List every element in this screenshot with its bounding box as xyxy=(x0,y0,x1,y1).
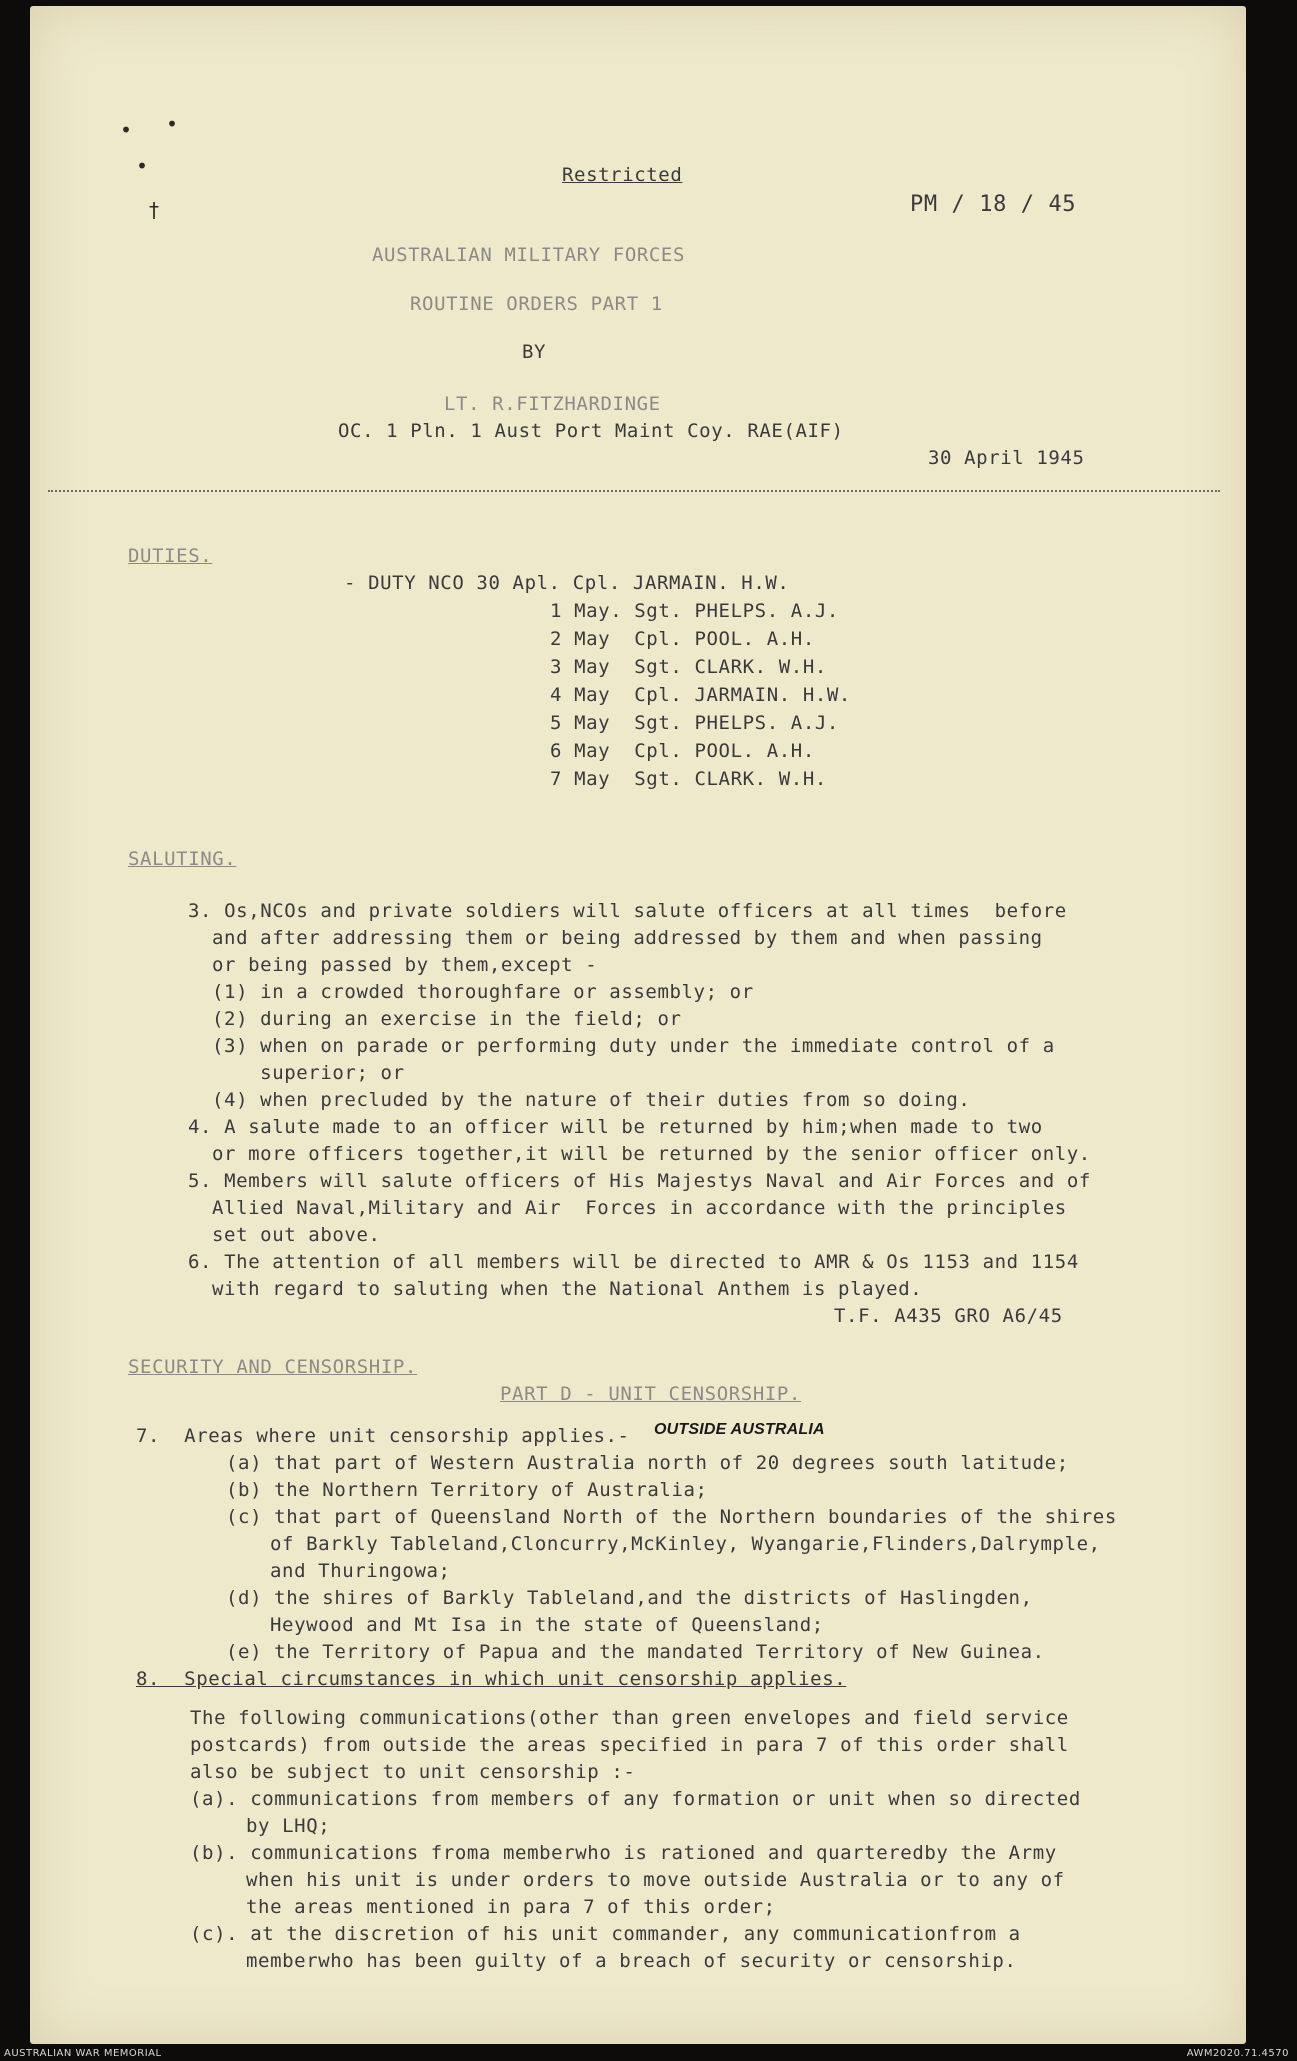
duty-row: 6 May Cpl. POOL. A.H. xyxy=(550,740,815,762)
security-line: postcards) from outside the areas specified in para 7 of this order shall xyxy=(190,1734,1069,1756)
punch-mark: • xyxy=(120,118,133,142)
footer-institution: AUSTRALIAN WAR MEMORIAL xyxy=(4,2048,162,2059)
saluting-heading: SALUTING. xyxy=(128,848,237,870)
punch-mark: • xyxy=(166,112,179,136)
unit-name: OC. 1 Pln. 1 Aust Port Maint Coy. RAE(AIF) xyxy=(338,420,844,442)
security-line: The following communications(other than green envelopes and field service xyxy=(190,1707,1069,1729)
by-label: BY xyxy=(522,341,547,363)
duty-row: 1 May. Sgt. PHELPS. A.J. xyxy=(550,600,839,622)
saluting-line: with regard to saluting when the National Anthem is played. xyxy=(212,1278,923,1300)
punch-mark: • xyxy=(136,154,149,178)
security-line: by LHQ; xyxy=(246,1815,331,1837)
org-title: AUSTRALIAN MILITARY FORCES xyxy=(372,244,686,266)
security-line: the areas mentioned in para 7 of this order; xyxy=(246,1896,776,1918)
saluting-line: set out above. xyxy=(212,1224,381,1246)
classification: Restricted xyxy=(562,164,683,186)
saluting-line: 3. Os,NCOs and private soldiers will salute officers at all times before xyxy=(188,900,1067,922)
archive-footer xyxy=(0,2046,1297,2061)
saluting-line: (2) during an exercise in the field; or xyxy=(212,1008,682,1030)
security-line: 8. Special circumstances in which unit censorship applies. xyxy=(136,1668,847,1690)
security-line: (d) the shires of Barkly Tableland,and the districts of Haslingden, xyxy=(226,1587,1033,1609)
security-line: and Thuringowa; xyxy=(270,1560,451,1582)
duties-heading: DUTIES. xyxy=(128,545,213,567)
duty-row: - DUTY NCO 30 Apl. Cpl. JARMAIN. H.W. xyxy=(344,572,790,594)
security-line: Heywood and Mt Isa in the state of Queensland; xyxy=(270,1614,824,1636)
saluting-line: (1) in a crowded thoroughfare or assembly; or xyxy=(212,981,754,1003)
security-line: (c). at the discretion of his unit commander, any communicationfrom a xyxy=(190,1923,1021,1945)
saluting-line: (4) when precluded by the nature of their duties from so doing. xyxy=(212,1089,971,1111)
punch-mark: † xyxy=(148,198,161,222)
saluting-line: or more officers together,it will be returned by the senior officer only. xyxy=(212,1143,1091,1165)
security-line: (a). communications from members of any formation or unit when so directed xyxy=(190,1788,1081,1810)
saluting-line: 5. Members will salute officers of His Majestys Naval and Air Forces and of xyxy=(188,1170,1091,1192)
security-line: 7. Areas where unit censorship applies.- xyxy=(136,1425,630,1447)
security-line: (b) the Northern Territory of Australia; xyxy=(226,1479,708,1501)
officer-name: LT. R.FITZHARDINGE xyxy=(444,393,661,415)
divider-rule xyxy=(48,490,1220,492)
security-line: (e) the Territory of Papua and the mandated Territory of New Guinea. xyxy=(226,1641,1045,1663)
security-line: (a) that part of Western Australia north of 20 degrees south latitude; xyxy=(226,1452,1069,1474)
orders-title: ROUTINE ORDERS PART 1 xyxy=(410,293,663,315)
saluting-line: superior; or xyxy=(212,1062,405,1084)
saluting-line: 6. The attention of all members will be directed to AMR & Os 1153 and 1154 xyxy=(188,1251,1079,1273)
reference-number: PM / 18 / 45 xyxy=(910,192,1077,217)
security-line: of Barkly Tableland,Cloncurry,McKinley, Wyangarie,Flinders,Dalrymple, xyxy=(270,1533,1101,1555)
security-line: also be subject to unit censorship :- xyxy=(190,1761,636,1783)
duty-row: 7 May Sgt. CLARK. W.H. xyxy=(550,768,827,790)
security-line: (b). communications froma memberwho is rationed and quarteredby the Army xyxy=(190,1842,1057,1864)
saluting-line: or being passed by them,except - xyxy=(212,954,598,976)
saluting-line: 4. A salute made to an officer will be returned by him;when made to two xyxy=(188,1116,1043,1138)
saluting-line: Allied Naval,Military and Air Forces in accordance with the principles xyxy=(212,1197,1067,1219)
security-subheading: PART D - UNIT CENSORSHIP. xyxy=(500,1383,801,1405)
saluting-reference: T.F. A435 GRO A6/45 xyxy=(834,1305,1063,1327)
security-line: (c) that part of Queensland North of the Northern boundaries of the shires xyxy=(226,1506,1117,1528)
security-heading: SECURITY AND CENSORSHIP. xyxy=(128,1356,417,1378)
duty-row: 3 May Sgt. CLARK. W.H. xyxy=(550,656,827,678)
footer-accession-number: AWM2020.71.4570 xyxy=(1186,2048,1289,2059)
order-date: 30 April 1945 xyxy=(928,447,1085,469)
duty-row: 2 May Cpl. POOL. A.H. xyxy=(550,628,815,650)
duty-row: 4 May Cpl. JARMAIN. H.W. xyxy=(550,684,851,706)
saluting-line: (3) when on parade or performing duty under the immediate control of a xyxy=(212,1035,1055,1057)
handwritten-annotation: OUTSIDE AUSTRALIA xyxy=(654,1421,825,1438)
duty-row: 5 May Sgt. PHELPS. A.J. xyxy=(550,712,839,734)
security-line: memberwho has been guilty of a breach of security or censorship. xyxy=(246,1950,1017,1972)
security-line: when his unit is under orders to move outside Australia or to any of xyxy=(246,1869,1065,1891)
saluting-line: and after addressing them or being addressed by them and when passing xyxy=(212,927,1043,949)
